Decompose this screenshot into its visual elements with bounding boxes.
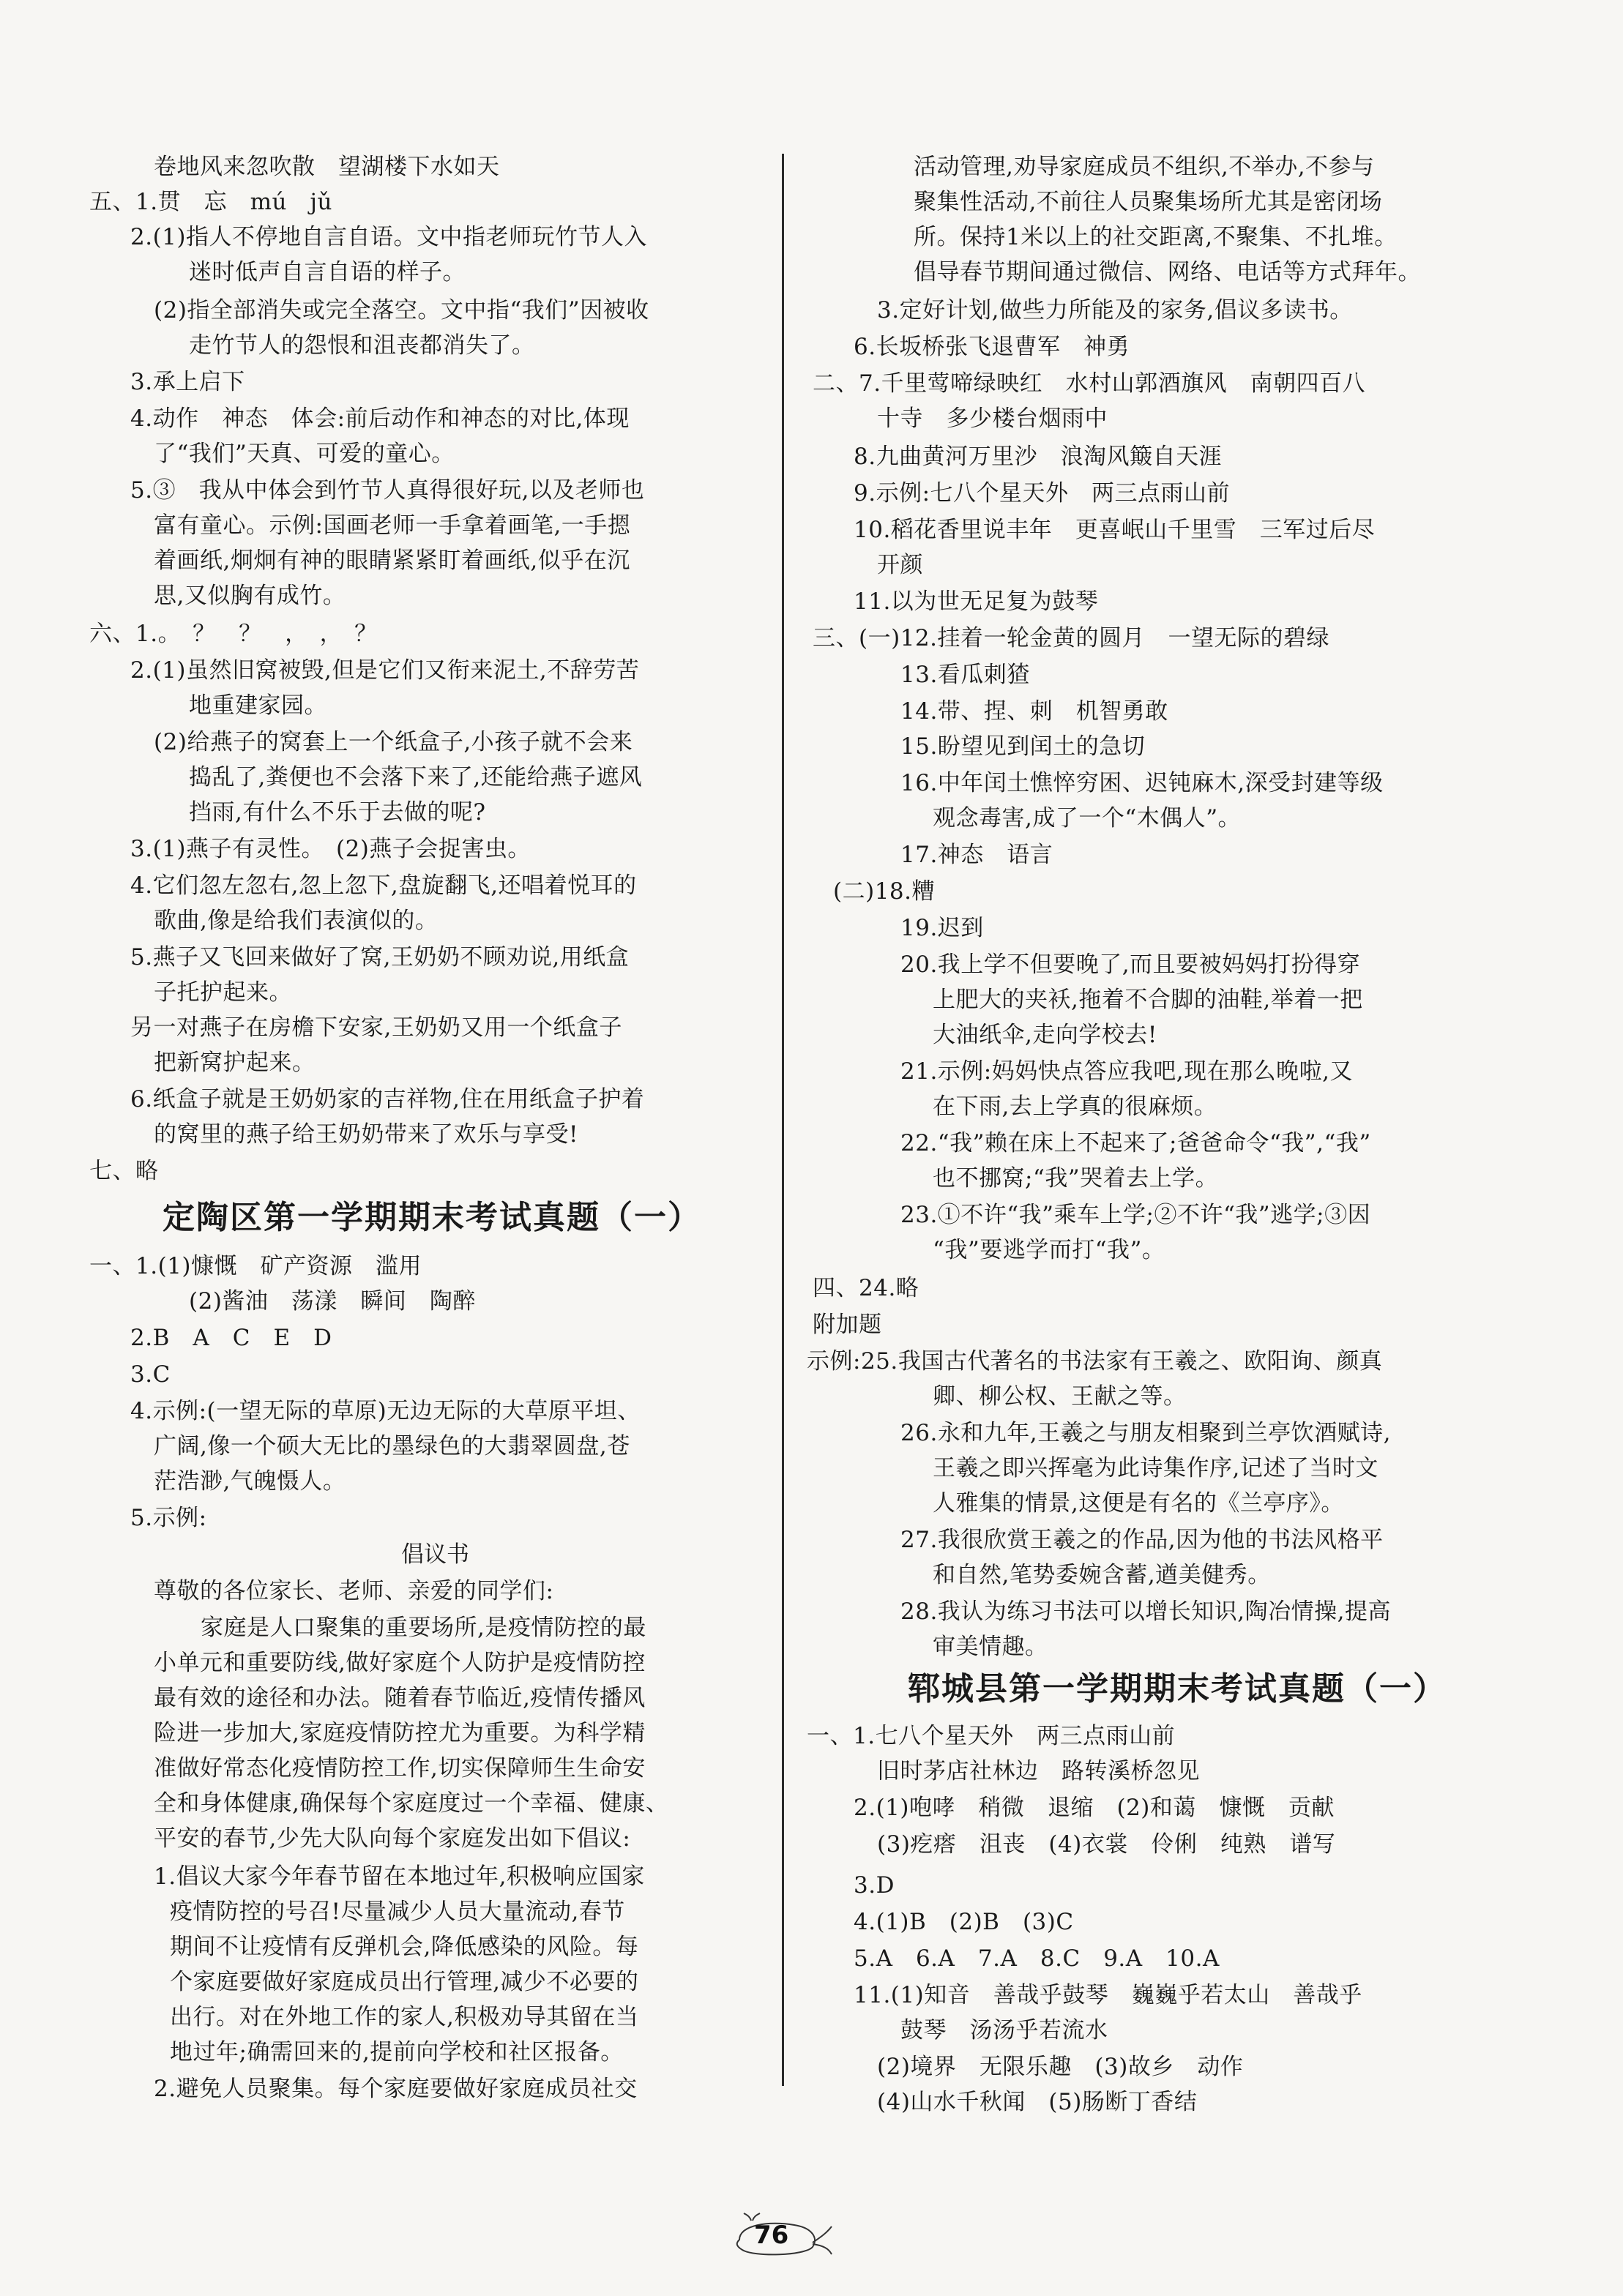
text-line: 把新窝护起来。: [154, 1050, 316, 1076]
text-line: 15.盼望见到闰土的急切: [900, 733, 1146, 760]
text-line: 观念毒害,成了一个“木偶人”。: [933, 805, 1242, 831]
text-line: 3.(1)燕子有灵性。 (2)燕子会捉害虫。: [130, 836, 531, 862]
text-line: (3)疙瘩 沮丧 (4)衣裳 伶俐 纯熟 谱写: [877, 1831, 1336, 1858]
text-line: 一、1.(1)慷慨 矿产资源 滥用: [89, 1253, 422, 1279]
text-line: 3.C: [130, 1361, 171, 1388]
text-line: 准做好常态化疫情防控工作,切实保障师生生命安: [154, 1755, 646, 1781]
text-line: 示例:25.我国古代著名的书法家有王羲之、欧阳询、颜真: [807, 1348, 1383, 1375]
text-line: 全和身体健康,确保每个家庭度过一个幸福、健康、: [154, 1790, 669, 1817]
text-line: 大油纸伞,走向学校去!: [933, 1022, 1157, 1048]
text-line: 着画纸,炯炯有神的眼睛紧紧盯着画纸,似乎在沉: [154, 547, 630, 574]
text-line: 审美情趣。: [933, 1634, 1048, 1660]
text-line: 11.(1)知音 善哉乎鼓琴 巍巍乎若太山 善哉乎: [854, 1982, 1362, 2008]
text-line: 4.它们忽左忽右,忽上忽下,盘旋翻飞,还唱着悦耳的: [130, 872, 637, 899]
text-line: 家庭是人口聚集的重要场所,是疫情防控的最: [201, 1615, 646, 1641]
text-line: 三、(一)12.挂着一轮金黄的圆月 一望无际的碧绿: [813, 625, 1329, 651]
text-line: 2.(1)咆哮 稍微 退缩 (2)和蔼 慷慨 贡献: [854, 1795, 1335, 1821]
text-line: 9.示例:七八个星天外 两三点雨山前: [854, 480, 1231, 506]
text-line: 迷时低声自言自语的样子。: [189, 259, 466, 285]
text-line: 地重建家园。: [189, 692, 327, 719]
text-line: 挡雨,有什么不乐于去做的呢?: [189, 799, 486, 826]
text-line: 期间不让疫情有反弹机会,降低感染的风险。每: [170, 1934, 639, 1960]
text-line: 17.神态 语言: [900, 842, 1053, 868]
text-line: 一、1.七八个星天外 两三点雨山前: [807, 1723, 1176, 1749]
text-line: 3.D: [854, 1872, 895, 1899]
section-heading: 郓城县第一学期期末考试真题（一）: [908, 1670, 1447, 1708]
text-line: 13.看瓜刺猹: [900, 662, 1030, 688]
text-line: 思,又似胸有成竹。: [154, 583, 346, 609]
text-line: 10.稻花香里说丰年 更喜岷山千里雪 三军过后尽: [854, 517, 1376, 543]
text-line: 5.③ 我从中体会到竹节人真得很好玩,以及老师也: [130, 477, 645, 504]
text-line: 8.九曲黄河万里沙 浪淘风簸自天涯: [854, 444, 1223, 470]
text-line: 所。保持1米以上的社交距离,不聚集、不扎堆。: [914, 224, 1398, 250]
text-line: 5.燕子又飞回来做好了窝,王奶奶不顾劝说,用纸盒: [130, 944, 630, 971]
column-divider: [782, 154, 784, 2086]
text-line: 五、1.贯 忘 mú jǔ: [89, 189, 333, 215]
text-line: 4.动作 神态 体会:前后动作和神态的对比,体现: [130, 405, 630, 432]
text-line: 上肥大的夹袄,拖着不合脚的油鞋,举着一把: [933, 987, 1363, 1013]
text-line: 附加题: [813, 1312, 882, 1338]
text-line: 卷地风来忽吹散 望湖楼下水如天: [154, 154, 500, 180]
text-line: 的窝里的燕子给王奶奶带来了欢乐与享受!: [154, 1121, 578, 1148]
text-line: 走竹节人的怨恨和沮丧都消失了。: [189, 332, 535, 359]
text-line: 开颜: [877, 552, 923, 578]
text-line: 6.纸盒子就是王奶奶家的吉祥物,住在用纸盒子护着: [130, 1086, 645, 1113]
text-line: 2.避免人员聚集。每个家庭要做好家庭成员社交: [154, 2076, 638, 2102]
text-line: 另一对燕子在房檐下安家,王奶奶又用一个纸盒子: [130, 1014, 622, 1041]
text-line: 险进一步加大,家庭疫情防控尤为重要。为科学精: [154, 1720, 646, 1746]
text-line: 27.我很欣赏王羲之的作品,因为他的书法风格平: [900, 1527, 1384, 1553]
text-line: 11.以为世无足复为鼓琴: [854, 588, 1099, 615]
text-line: 六、1.。 ？ ？ ， ， ？: [89, 621, 378, 647]
text-line: 四、24.略: [813, 1275, 919, 1301]
text-line: 4.示例:(一望无际的草原)无边无际的大草原平坦、: [130, 1398, 641, 1424]
text-line: 个家庭要做好家庭成员出行管理,减少不必要的: [170, 1969, 639, 1995]
text-line: 平安的春节,少先大队向每个家庭发出如下倡议:: [154, 1825, 631, 1852]
text-line: 28.我认为练习书法可以增长知识,陶冶情操,提高: [900, 1598, 1392, 1625]
text-line: 26.永和九年,王羲之与朋友相聚到兰亭饮酒赋诗,: [900, 1420, 1392, 1446]
text-line: (二)18.糟: [833, 878, 935, 905]
text-line: 地过年;确需回来的,提前向学校和社区报备。: [170, 2039, 624, 2065]
text-line: 最有效的途径和办法。随着春节临近,疫情传播风: [154, 1685, 646, 1711]
text-line: 2.(1)虽然旧窝被毁,但是它们又衔来泥土,不辞劳苦: [130, 657, 640, 684]
text-line: (2)境界 无限乐趣 (3)故乡 动作: [877, 2054, 1244, 2080]
text-line: 5.示例:: [130, 1505, 207, 1531]
text-line: 6.长坂桥张飞退曹军 神勇: [854, 334, 1130, 360]
text-line: 14.带、捏、刺 机智勇敢: [900, 698, 1168, 725]
section-heading: 定陶区第一学期期末考试真题（一）: [163, 1199, 701, 1236]
text-line: 23.①不许“我”乘车上学;②不许“我”逃学;③因: [900, 1202, 1371, 1228]
text-line: 也不挪窝;“我”哭着去上学。: [933, 1165, 1219, 1192]
text-line: (2)给燕子的窝套上一个纸盒子,小孩子就不会来: [154, 729, 633, 755]
text-line: 尊敬的各位家长、老师、亲爱的同学们:: [154, 1578, 554, 1604]
text-line: (2)指全部消失或完全落空。文中指“我们”因被收: [154, 297, 649, 324]
text-line: 小单元和重要防线,做好家庭个人防护是疫情防控: [154, 1650, 646, 1676]
text-line: 21.示例:妈妈快点答应我吧,现在那么晚啦,又: [900, 1058, 1353, 1085]
text-line: 20.我上学不但要晚了,而且要被妈妈打扮得穿: [900, 951, 1361, 978]
text-line: 活动管理,劝导家庭成员不组织,不举办,不参与: [914, 154, 1375, 180]
text-line: 在下雨,去上学真的很麻烦。: [933, 1093, 1217, 1120]
text-line: 1.倡议大家今年春节留在本地过年,积极响应国家: [154, 1863, 645, 1890]
text-line: 4.(1)B (2)B (3)C: [854, 1909, 1074, 1935]
text-line: 出行。对在外地工作的家人,积极劝导其留在当: [170, 2004, 639, 2030]
text-line: 捣乱了,粪便也不会落下来了,还能给燕子遮风: [189, 764, 643, 790]
text-line: 19.迟到: [900, 915, 984, 941]
text-line: 王羲之即兴挥毫为此诗集作序,记述了当时文: [933, 1455, 1378, 1481]
text-line: 歌曲,像是给我们表演似的。: [154, 908, 439, 934]
text-line: 人雅集的情景,这便是有名的《兰亭序》。: [933, 1490, 1344, 1517]
text-line: 旧时茅店社林边 路转溪桥忽见: [877, 1758, 1200, 1784]
text-line: 2.(1)指人不停地自言自语。文中指老师玩竹节人入: [130, 224, 647, 250]
text-line: 了“我们”天真、可爱的童心。: [154, 441, 455, 467]
text-line: 富有童心。示例:国画老师一手拿着画笔,一手摁: [154, 512, 631, 539]
text-line: 鼓琴 汤汤乎若流水: [900, 2017, 1108, 2043]
letter-title: 倡议书: [401, 1541, 469, 1568]
text-line: 5.A 6.A 7.A 8.C 9.A 10.A: [854, 1945, 1220, 1972]
text-line: 茫浩渺,气魄慑人。: [154, 1468, 346, 1495]
text-line: (4)山水千秋闻 (5)肠断丁香结: [877, 2089, 1198, 2115]
text-line: 二、7.千里莺啼绿映红 水村山郭酒旗风 南朝四百八: [813, 370, 1366, 397]
page-number-text: 76: [754, 2221, 789, 2250]
text-line: 倡导春节期间通过微信、网络、电话等方式拜年。: [914, 259, 1421, 285]
text-line: 2.B A C E D: [130, 1325, 332, 1351]
text-line: 16.中年闰土憔悴穷困、迟钝麻木,深受封建等级: [900, 770, 1384, 796]
text-line: “我”要逃学而打“我”。: [933, 1237, 1165, 1263]
text-line: 聚集性活动,不前往人员聚集场所尤其是密闭场: [914, 189, 1383, 215]
text-line: 疫情防控的号召!尽量减少人员大量流动,春节: [170, 1899, 625, 1925]
text-line: 3.定好计划,做些力所能及的家务,倡议多读书。: [877, 297, 1353, 324]
text-line: (2)酱油 荡漾 瞬间 陶醉: [189, 1288, 476, 1315]
text-line: 十寺 多少楼台烟雨中: [877, 405, 1108, 432]
text-line: 22.“我”赖在床上不起来了;爸爸命令“我”,“我”: [900, 1130, 1371, 1156]
page-number: [725, 2210, 835, 2262]
text-line: 广阔,像一个硕大无比的墨绿色的大翡翠圆盘,苍: [154, 1433, 630, 1459]
text-line: 3.承上启下: [130, 369, 245, 395]
text-line: 七、略: [89, 1158, 159, 1184]
text-line: 卿、柳公权、王献之等。: [933, 1383, 1187, 1410]
text-line: 子托护起来。: [154, 979, 292, 1006]
text-line: 和自然,笔势委婉含蓄,遒美健秀。: [933, 1562, 1271, 1588]
